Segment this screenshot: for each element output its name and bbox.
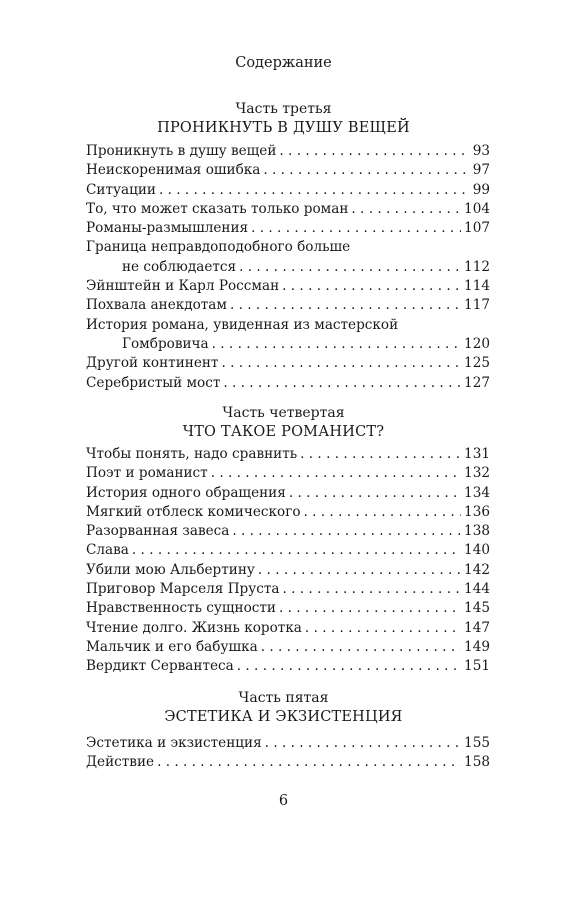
dot-leader	[258, 561, 461, 580]
toc-entry	[86, 522, 490, 541]
dot-leader	[300, 445, 461, 464]
toc-entry-page: 112	[464, 258, 490, 275]
dot-leader	[232, 522, 461, 541]
toc-entry-title-continued: не соблюдается	[122, 258, 237, 275]
toc-entry	[86, 161, 490, 180]
dot-leader	[279, 599, 461, 618]
dot-leader	[251, 219, 461, 238]
toc-entry-title: Граница неправдоподобного больше	[86, 239, 351, 256]
toc-entry-title: Приговор Марселя Пруста	[86, 581, 280, 598]
toc-entry-page: 127	[464, 374, 490, 391]
toc-entry	[86, 238, 490, 277]
dot-leader	[132, 541, 461, 560]
dot-leader	[265, 734, 461, 753]
toc-entry	[86, 464, 490, 483]
toc-entry	[86, 619, 490, 638]
toc-entry-title: Слава	[86, 542, 129, 559]
toc-entry-title: Ситуации	[86, 181, 156, 198]
toc-entry-title: Чтобы понять, надо сравнить	[86, 446, 298, 462]
toc-entry-page: 131	[464, 446, 490, 462]
dot-leader	[211, 464, 461, 483]
toc-entry-page: 99	[472, 181, 490, 198]
dot-leader	[279, 142, 469, 161]
toc-entry-page: 114	[464, 278, 490, 295]
toc-entry	[86, 200, 490, 219]
part-title: ЭСТЕТИКА И ЭКЗИСТЕНЦИЯ	[164, 709, 403, 725]
part-title: ЧТО ТАКОЕ РОМАНИСТ?	[182, 424, 385, 440]
toc-entry	[86, 638, 490, 657]
dot-leader	[159, 181, 470, 200]
toc-entry-page: 142	[464, 561, 490, 578]
toc-list	[86, 445, 490, 677]
toc-entry-title: Мягкий отблеск комического	[86, 503, 301, 520]
dot-leader	[237, 657, 461, 676]
part-label: Часть пятая	[238, 690, 329, 706]
toc-entry	[86, 181, 490, 200]
toc-entry-second-line	[86, 335, 490, 354]
toc-entry-title: Убили мою Альбертину	[86, 561, 255, 578]
toc-entry-title: Эйнштейн и Карл Россман	[86, 278, 280, 295]
dot-leader	[263, 161, 469, 180]
toc-entry-title: Действие	[86, 754, 155, 771]
toc-entry-title: Нравственность сущности	[86, 600, 276, 617]
toc-entry-page: 104	[464, 200, 490, 217]
toc-entry-title: Проникнуть в душу вещей	[86, 143, 277, 159]
toc-entry-page: 147	[464, 619, 490, 636]
dot-leader	[351, 200, 461, 219]
dot-leader	[239, 258, 461, 277]
dot-leader	[282, 277, 461, 296]
toc-entry-page: 158	[464, 754, 490, 771]
toc-entry-first-line	[86, 316, 490, 335]
toc-entry-page: 132	[464, 465, 490, 482]
toc-entry-title-continued: Гомбровича	[122, 335, 209, 352]
toc-entry-title: Похвала анекдотам	[86, 297, 227, 314]
toc-entry	[86, 484, 490, 503]
toc-entry	[86, 580, 490, 599]
toc-entry	[86, 657, 490, 676]
dot-leader	[157, 753, 461, 772]
dot-leader	[283, 580, 462, 599]
dot-leader	[304, 503, 462, 522]
toc-list	[86, 142, 490, 393]
toc-entry-page: 140	[464, 542, 490, 559]
toc-entry-title: История романа, увиденная из мастерской	[86, 316, 399, 333]
toc-entry-page: 107	[464, 220, 490, 237]
toc-entry-page: 138	[464, 523, 490, 540]
toc-entry-first-line	[86, 238, 490, 257]
dot-leader	[230, 296, 461, 315]
toc-entry	[86, 445, 490, 464]
toc-entry	[86, 296, 490, 315]
toc-entry	[86, 142, 490, 161]
toc-entry-page: 117	[464, 297, 490, 314]
toc-entry	[86, 503, 490, 522]
toc-entry-title: Серебристый мост	[86, 374, 221, 391]
dot-leader	[223, 374, 461, 393]
part-label: Часть четвертая	[222, 405, 345, 421]
dot-leader	[305, 619, 461, 638]
toc-entry	[86, 316, 490, 355]
toc-entry-page: 151	[464, 658, 490, 675]
toc-entry	[86, 354, 490, 373]
dot-leader	[261, 638, 461, 657]
toc-entry-page: 136	[464, 503, 490, 520]
toc-entry-page: 145	[464, 600, 490, 617]
page-number: 6	[278, 793, 289, 809]
dot-leader	[289, 484, 461, 503]
toc-entry-title: Мальчик и его бабушка	[86, 638, 258, 655]
toc-entry	[86, 599, 490, 618]
toc-entry-title: История одного обращения	[86, 484, 286, 501]
toc-entry-title: Эстетика и экзистенция	[86, 735, 262, 751]
toc-entry-page: 97	[472, 162, 490, 179]
toc-entry	[86, 219, 490, 238]
part-title: ПРОНИКНУТЬ В ДУШУ ВЕЩЕЙ	[157, 120, 410, 136]
toc-entry-page: 134	[464, 484, 490, 501]
toc-list	[86, 734, 490, 773]
toc-entry-title: То, что может сказать только роман	[86, 200, 349, 217]
toc-entry-page: 120	[464, 335, 490, 352]
toc-entry	[86, 561, 490, 580]
toc-entry-title: Романы-размышления	[86, 220, 249, 237]
toc-entry-title: Поэт и романист	[86, 465, 208, 482]
toc-entry-title: Другой континент	[86, 355, 219, 372]
toc-entry-page: 155	[464, 735, 490, 751]
toc-entry-title: Чтение долго. Жизнь коротка	[86, 619, 302, 636]
part-label: Часть третья	[235, 101, 332, 117]
toc-entry-second-line	[86, 258, 490, 277]
toc-entry-title: Неискоренимая ошибка	[86, 162, 261, 179]
toc-entry	[86, 734, 490, 753]
toc-entry	[86, 753, 490, 772]
dot-leader	[212, 335, 461, 354]
page-title: Содержание	[235, 55, 332, 71]
toc-entry-title: Вердикт Сервантеса	[86, 658, 234, 675]
toc-entry-page: 125	[464, 355, 490, 372]
toc-entry	[86, 374, 490, 393]
toc-entry-page: 93	[472, 143, 490, 159]
toc-entry-page: 149	[464, 638, 490, 655]
toc-entry	[86, 277, 490, 296]
toc-entry-title: Разорванная завеса	[86, 523, 230, 540]
toc-entry-page: 144	[464, 581, 490, 598]
dot-leader	[221, 354, 461, 373]
toc-entry	[86, 541, 490, 560]
